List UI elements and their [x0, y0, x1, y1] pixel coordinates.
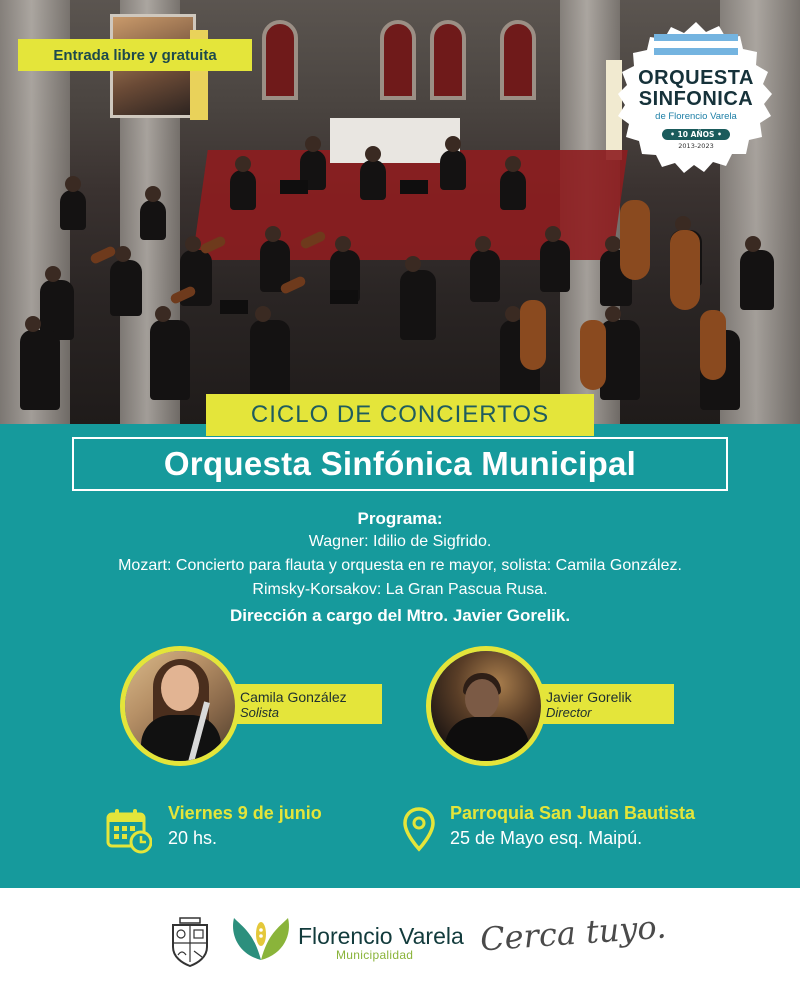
event-date: Viernes 9 de junio [168, 803, 322, 823]
florencio-varela-logo-icon [228, 912, 294, 962]
soloist-name: Camila González [240, 689, 347, 705]
concert-cycle-label: CICLO DE CONCIERTOS [206, 394, 594, 436]
director-tag [532, 684, 674, 724]
florencio-varela-name: Florencio Varela [298, 923, 464, 949]
program-line-3: Rimsky-Korsakov: La Gran Pascua Rusa. [252, 581, 548, 598]
free-entry-badge: Entrada libre y gratuita [18, 39, 252, 71]
logo-line-1: ORQUESTA [638, 67, 754, 89]
municipalidad-label: Municipalidad [336, 948, 414, 962]
municipal-crest-icon [170, 917, 210, 967]
soloist-role: Solista [240, 705, 280, 720]
soloist-tag [226, 684, 382, 724]
program-line-1: Wagner: Idilio de Sigfrido. [308, 533, 492, 550]
event-title: Orquesta Sinfónica Municipal [72, 437, 728, 491]
program-heading: Programa: [357, 509, 443, 528]
logo-years: 2013-2023 [678, 142, 714, 150]
event-address: 25 de Mayo esq. Maipú. [450, 828, 643, 848]
logo-line-3: de Florencio Varela [655, 111, 737, 122]
orchestra-logo-text [622, 68, 770, 150]
event-time: 20 hs. [168, 828, 218, 848]
director-name: Javier Gorelik [546, 689, 632, 705]
program-direction: Dirección a cargo del Mtro. Javier Gorelik. [229, 606, 571, 625]
slogan: Cerca tuyo. [478, 907, 668, 959]
program-line-2: Mozart: Concierto para flauta y orquesta en re mayor, solista: Camila González. [118, 557, 682, 574]
director-photo [426, 646, 546, 766]
program-section [0, 508, 800, 628]
event-place: Parroquia San Juan Bautista [450, 803, 696, 823]
director-role: Director [546, 705, 592, 720]
calendar-clock-icon [106, 808, 152, 854]
soloist-photo [120, 646, 240, 766]
logo-anniversary: • 10 AÑOS • [662, 129, 730, 140]
location-pin-icon [402, 806, 436, 852]
logo-line-2: SINFONICA [638, 88, 754, 110]
